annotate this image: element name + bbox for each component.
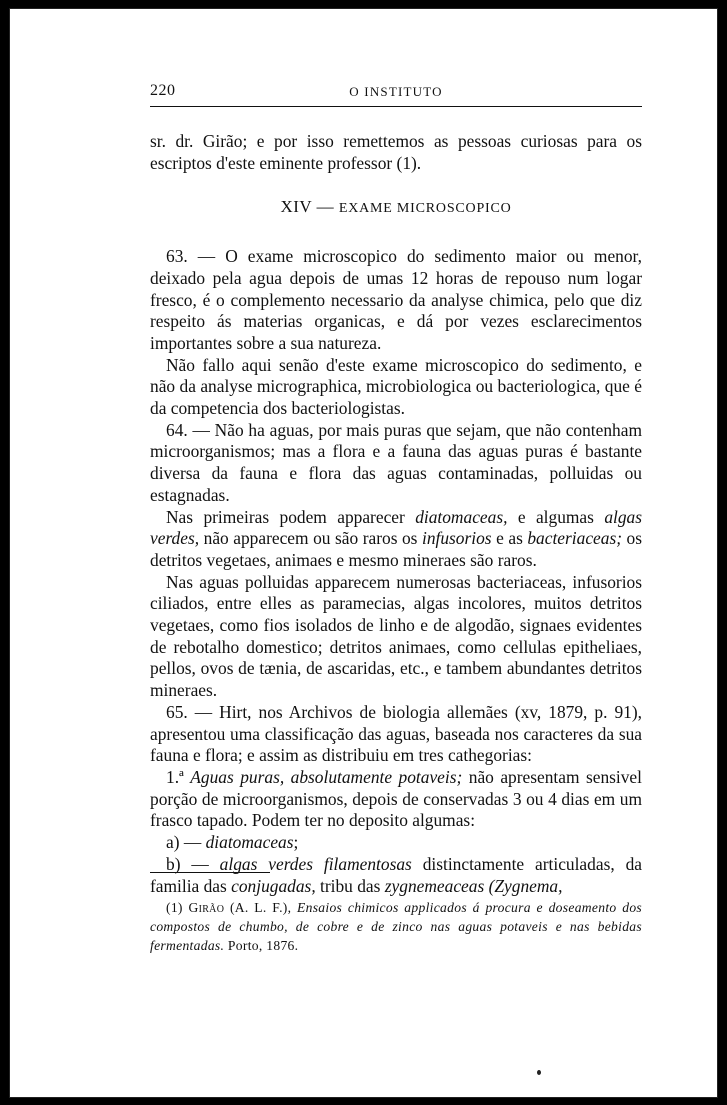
footnote-separator — [150, 872, 270, 873]
text-run: e algumas — [507, 506, 605, 527]
italic-term: Aguas puras, absolutamente potaveis; — [190, 766, 463, 787]
paragraph-64c: Nas aguas polluidas apparecem numerosas bacteriaceas, infusorios ciliados, entre elles as paramecias, algas incolores, muitos detritos vegetaes, como fios isolados de linho e de algodão, signaes evidentes de rebotalho domestico; detritos animaes, como cellulas epitheliaes, pellos, ovos de tænia, de ascaridas, etc., e tambem abundantes detritos mineraes. — [150, 571, 642, 701]
italic-term: conjugadas, — [231, 875, 316, 896]
paragraph-63b: Não fallo aqui senão d'este exame microscopico do sedimento, e não da analyse micrographica, microbiologica ou bacteriologica, que é da competencia dos bacteriologistas. — [150, 354, 642, 419]
text-run: tribu das — [315, 875, 385, 896]
body-text — [150, 131, 642, 897]
list-item-b — [150, 854, 642, 897]
italic-term: algas verdes, — [150, 506, 642, 549]
text-run: (A. L. F.), — [224, 900, 297, 915]
paragraph-63: 63. — O exame microscopico do sedimento maior ou menor, deixado pela agua depois de umas 12 horas de repouso num logar fresco, é o complemento necessario da analyse chimica, pelo que diz respeito ás materias organicas, e dá por vezes esclarecimentos importantes sobre a sua natureza. — [150, 246, 642, 353]
page-number: 220 — [150, 82, 176, 99]
running-title: O INSTITUTO — [349, 84, 443, 99]
text-run: ; — [293, 832, 299, 853]
footnote — [150, 898, 642, 955]
italic-term: algas verdes filamentosas — [219, 853, 412, 874]
paragraph-65a — [150, 767, 642, 832]
italic-term: zygnemeaceas (Zygnema, — [384, 875, 563, 896]
text-run: Porto, 1876. — [224, 938, 299, 953]
text-run: distinctamente articuladas, da familia das — [150, 853, 642, 896]
paragraph-64b — [150, 507, 642, 572]
list-item-a — [150, 832, 642, 854]
footnote-marker: (1) — [166, 900, 189, 915]
section-title: EXAME MICROSCOPICO — [338, 201, 512, 217]
paragraph-65: 65. — Hirt, nos Archivos de biologia allemães (xv, 1879, p. 91), apresentou uma classificação das aguas, baseada nos caracteres da sua fauna e flora; e assim as distribuiu em tres cathegorias: — [150, 701, 642, 766]
section-number: XIV — — [280, 197, 335, 217]
footnote-work-title: Ensaios chimicos applicados á procura e doseamento dos compostos de chumbo, de cobre e de zinco nas aguas potaveis e nas bebidas fermentadas. — [150, 900, 643, 953]
italic-term: diatomaceas, — [415, 506, 508, 527]
text-run: a) — — [166, 832, 206, 853]
italic-term: infusorios — [421, 528, 492, 549]
text-run: não apparecem ou são raros os — [199, 528, 422, 549]
ink-speck — [537, 1070, 541, 1075]
italic-term: diatomaceas — [205, 832, 294, 853]
text-run: Nas primeiras podem apparecer — [166, 506, 416, 527]
paragraph-continuation: sr. dr. Girão; e por isso remettemos as pessoas curiosas para os escriptos d'este eminente professor (1). — [150, 131, 642, 173]
paragraph-64: 64. — Não ha aguas, por mais puras que sejam, que não contenham microorganismos; mas a flora e a fauna das aguas puras é bastante diversa da fauna e flora das aguas contaminadas, polluidas ou estagnadas. — [150, 419, 642, 505]
text-run: 1.ª — [166, 766, 191, 787]
footnote-author: Girão — [188, 900, 225, 915]
italic-term: bacteriaceas; — [527, 528, 623, 549]
section-heading — [150, 196, 642, 220]
page-header — [150, 82, 642, 107]
text-run: e as — [491, 528, 528, 549]
text-run: b) — — [166, 853, 220, 874]
text-run: os detritos vegetaes, animaes e mesmo mineraes são raros. — [150, 528, 643, 570]
text-run: não apresentam sensivel porção de microorganismos, depois de conservadas 3 ou 4 dias em um frasco tapado. Podem ter no deposito algumas: — [150, 766, 642, 831]
